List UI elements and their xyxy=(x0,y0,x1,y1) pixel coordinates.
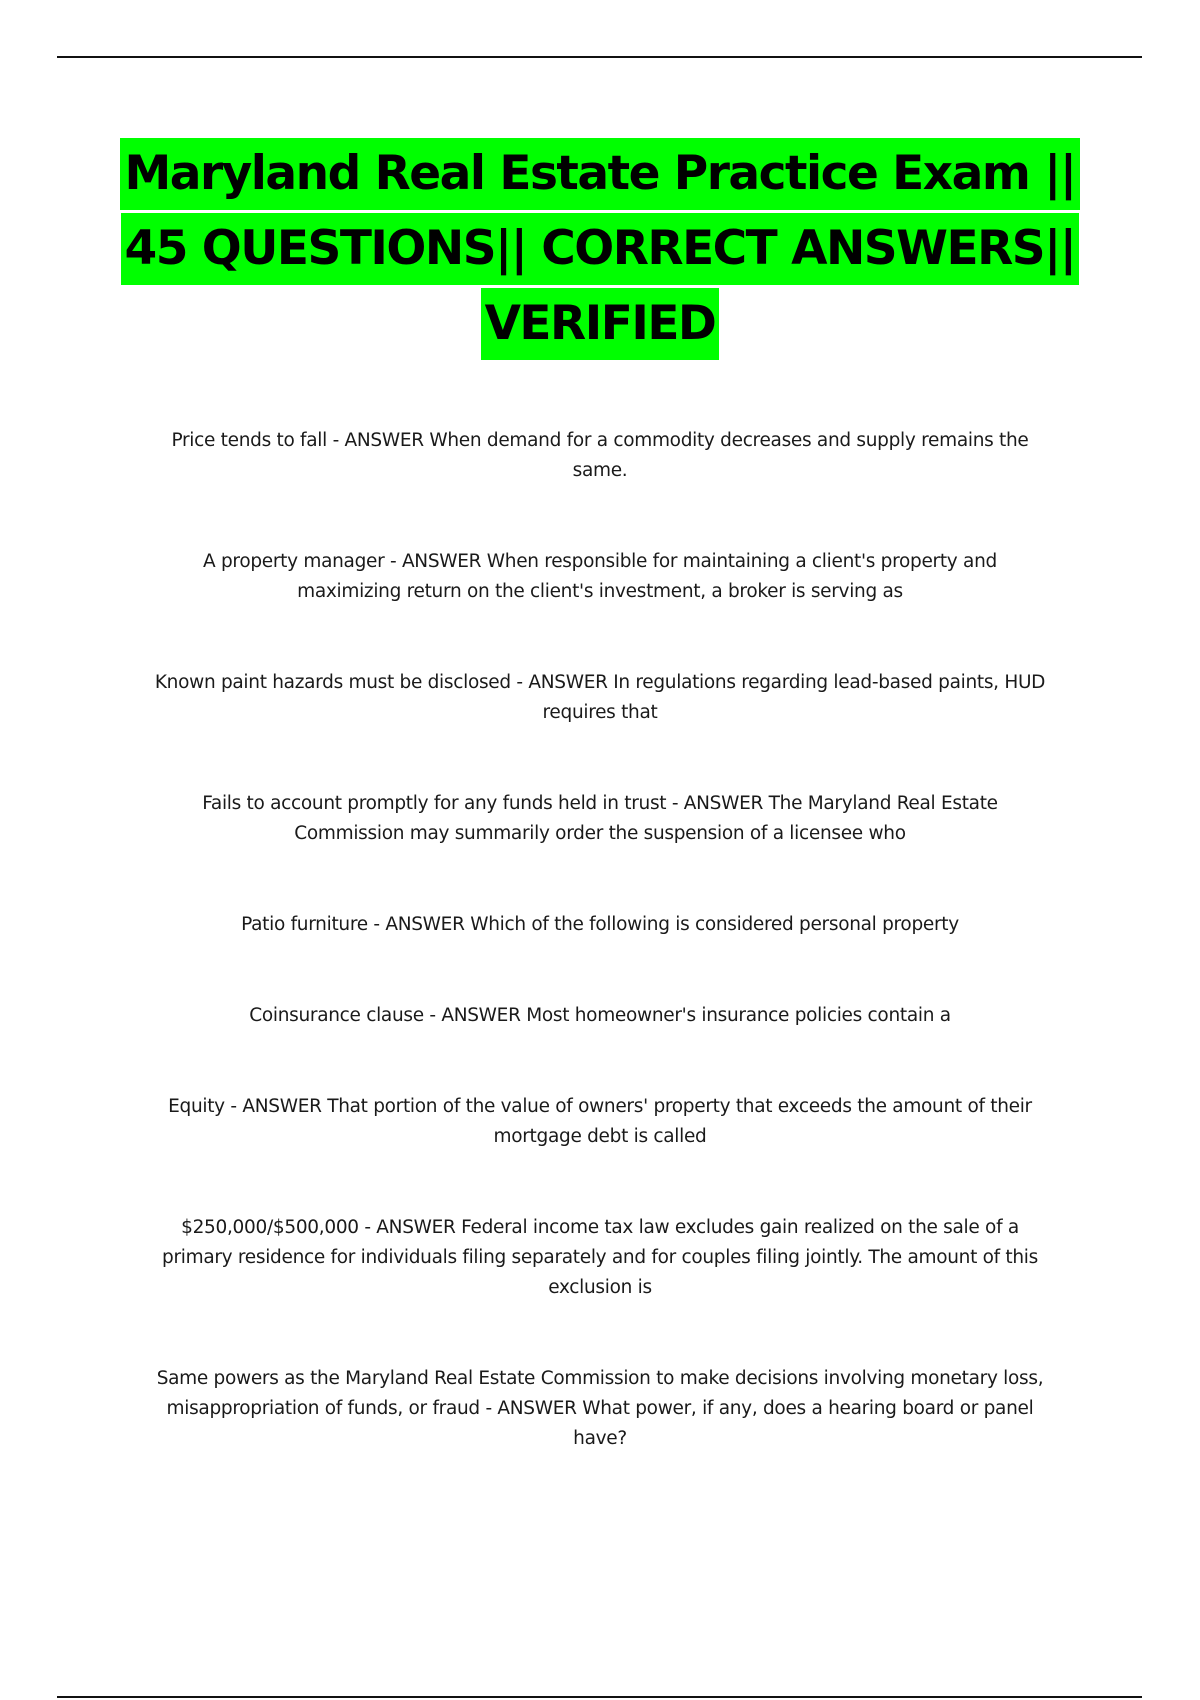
title-line-text: 45 QUESTIONS|| CORRECT ANSWERS|| xyxy=(121,213,1080,285)
qa-item: $250,000/$500,000 - ANSWER Federal income tax law excludes gain realized on the sale of a primary residence for individuals filing separately and for couples filing jointly. The amount of this exclusion is xyxy=(162,1217,1038,1298)
qa-item: A property manager - ANSWER When responsible for maintaining a client's property and maximizing return on the client's investment, a broker is serving as xyxy=(203,551,997,602)
qa-item: Fails to account promptly for any funds held in trust - ANSWER The Maryland Real Estate Commission may summarily order the suspension of a licensee who xyxy=(202,793,998,844)
title-line xyxy=(120,213,1080,288)
top-rule xyxy=(57,56,1142,58)
title-line xyxy=(120,288,1080,363)
bottom-rule xyxy=(57,1696,1142,1698)
title-line xyxy=(120,138,1080,213)
document-title xyxy=(120,138,1080,363)
qa-item: Equity - ANSWER That portion of the value of owners' property that exceeds the amount of their mortgage debt is called xyxy=(168,1096,1032,1147)
title-line-text: Maryland Real Estate Practice Exam || xyxy=(120,138,1079,210)
qa-list xyxy=(150,426,1050,1454)
qa-item: Same powers as the Maryland Real Estate Commission to make decisions involving monetary loss, misappropriation of funds, or fraud - ANSWER What power, if any, does a hearing board or panel have? xyxy=(156,1368,1044,1449)
qa-item: Price tends to fall - ANSWER When demand for a commodity decreases and supply remains the same. xyxy=(171,430,1029,481)
title-line-text: VERIFIED xyxy=(481,288,720,360)
qa-item: Known paint hazards must be disclosed - ANSWER In regulations regarding lead-based paints, HUD requires that xyxy=(154,672,1046,723)
qa-item: Coinsurance clause - ANSWER Most homeowner's insurance policies contain a xyxy=(249,1005,951,1026)
qa-item: Patio furniture - ANSWER Which of the following is considered personal property xyxy=(241,914,959,935)
